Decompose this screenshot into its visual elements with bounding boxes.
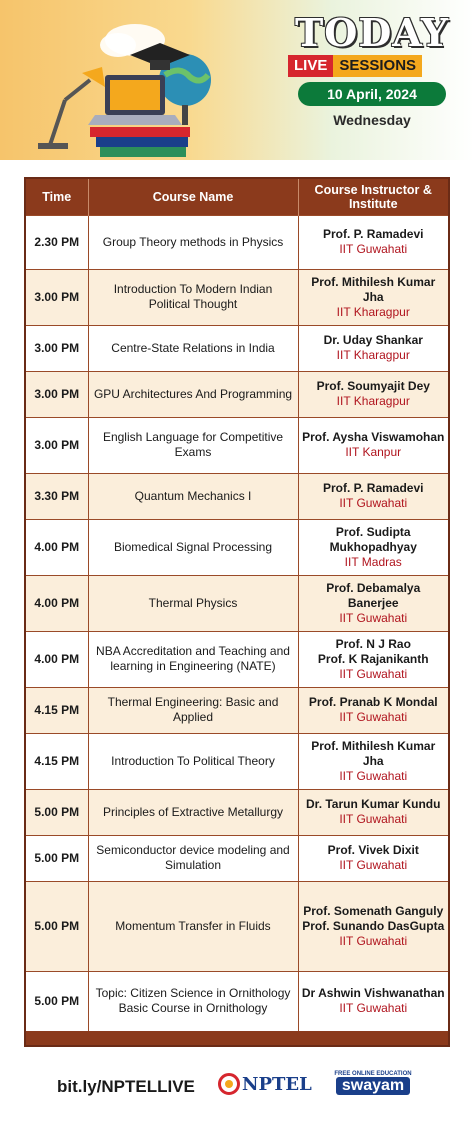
course-name (88, 789, 298, 835)
institute-name: IIT Guwahati (339, 933, 408, 948)
nptel-logo (218, 1073, 312, 1095)
instructor-cell (298, 687, 448, 733)
institute-name: IIT Guwahati (339, 1001, 408, 1016)
course-name (88, 269, 298, 325)
course-name (88, 971, 298, 1031)
institute-name: IIT Madras (344, 554, 402, 569)
session-time: 4.15 PM (26, 687, 88, 733)
institute-name: IIT Guwahati (339, 710, 408, 724)
institute-name: IIT Kharagpur (336, 394, 410, 408)
session-time: 4.00 PM (26, 575, 88, 631)
instructor-name: Prof. Vivek Dixit (327, 843, 419, 857)
session-time: 2.30 PM (26, 215, 88, 269)
course-name-text: NBA Accreditation and Teaching and learning in Engineering (NATE) (96, 644, 290, 673)
footer (0, 1063, 474, 1121)
instructor-name: Prof. P. Ramadevi (323, 227, 424, 241)
swayam-tagline: FREE ONLINE EDUCATION (334, 1071, 412, 1077)
swayam-logo-text: swayam (336, 1077, 410, 1095)
instructor-name: Dr Ashwin Vishwanathan (301, 986, 445, 1001)
instructor-name: Dr. Uday Shankar (323, 333, 423, 347)
course-name-text: Semiconductor device modeling and Simulation (96, 843, 290, 872)
course-name (88, 417, 298, 473)
institute-name: IIT Guwahati (339, 858, 408, 872)
instructor-name: Prof. N J Rao Prof. K Rajanikanth (317, 636, 429, 666)
course-name-text: English Language for Competitive Exams (102, 430, 284, 459)
instructor-cell (298, 215, 448, 269)
instructor-cell (298, 733, 448, 789)
institute-name: IIT Guwahati (339, 666, 408, 681)
institute-name: IIT Guwahati (339, 768, 408, 783)
session-time: 4.15 PM (26, 733, 88, 789)
course-name (88, 881, 298, 971)
table-row (26, 473, 448, 519)
table-row (26, 269, 448, 325)
live-sessions-label (288, 55, 422, 77)
instructor-name: Prof. Aysha Viswamohan (302, 430, 445, 444)
course-name-text: Quantum Mechanics I (134, 488, 252, 503)
institute-name: IIT Guwahati (339, 242, 408, 256)
table-row (26, 881, 448, 971)
session-time: 5.00 PM (26, 835, 88, 881)
course-name-text: Topic: Citizen Science in Ornithology Basic Course in Ornithology (95, 986, 291, 1016)
live-label: LIVE (288, 55, 333, 77)
instructor-name: Prof. Sudipta Mukhopadhyay (329, 524, 417, 554)
session-time: 3.00 PM (26, 325, 88, 371)
nptel-mark-icon (218, 1073, 240, 1095)
instructor-cell (298, 575, 448, 631)
course-name-text: Group Theory methods in Physics (102, 234, 284, 249)
education-illustration (10, 5, 250, 160)
session-time: 3.00 PM (26, 269, 88, 325)
table-row (26, 325, 448, 371)
instructor-cell (298, 789, 448, 835)
table-header-row (26, 179, 448, 215)
table-row (26, 215, 448, 269)
instructor-name: Prof. Pranab K Mondal (308, 695, 438, 709)
course-name-text: Principles of Extractive Metallurgy (102, 804, 284, 819)
sessions-label: SESSIONS (333, 55, 422, 77)
table-row (26, 519, 448, 575)
instructor-cell (298, 473, 448, 519)
course-name-text: Biomedical Signal Processing (113, 539, 273, 554)
course-name-text: Momentum Transfer in Fluids (115, 918, 271, 933)
course-name (88, 215, 298, 269)
course-name (88, 371, 298, 417)
institute-name: IIT Kanpur (345, 445, 402, 459)
session-time: 5.00 PM (26, 971, 88, 1031)
nptel-logo-text: NPTEL (242, 1073, 312, 1095)
table-row (26, 687, 448, 733)
institute-name: IIT Kharagpur (336, 304, 410, 319)
table-row (26, 835, 448, 881)
course-name-text: Introduction To Political Theory (111, 753, 275, 768)
session-time: 4.00 PM (26, 631, 88, 687)
course-name (88, 631, 298, 687)
instructor-name: Prof. Mithilesh Kumar Jha (311, 274, 436, 304)
course-name (88, 575, 298, 631)
institute-name: IIT Guwahati (339, 496, 408, 510)
course-name-text: Introduction To Modern Indian Political Thought (113, 282, 273, 311)
course-name (88, 519, 298, 575)
session-time: 3.00 PM (26, 417, 88, 473)
instructor-cell (298, 325, 448, 371)
session-day: Wednesday (333, 112, 411, 128)
banner-title: TODAY (294, 10, 450, 55)
instructor-cell (298, 971, 448, 1031)
table-footer-bar (26, 1031, 448, 1045)
course-name (88, 325, 298, 371)
instructor-name: Prof. P. Ramadevi (323, 481, 424, 495)
instructor-name: Prof. Mithilesh Kumar Jha (311, 738, 436, 768)
instructor-name: Dr. Tarun Kumar Kundu (306, 797, 441, 811)
instructor-cell (298, 269, 448, 325)
session-time: 4.00 PM (26, 519, 88, 575)
course-name-text: Centre-State Relations in India (111, 340, 275, 355)
table-row (26, 575, 448, 631)
session-time: 5.00 PM (26, 881, 88, 971)
instructor-cell (298, 417, 448, 473)
header-time: Time (26, 179, 88, 215)
course-name (88, 473, 298, 519)
books-icon (90, 127, 190, 157)
session-time: 3.00 PM (26, 371, 88, 417)
instructor-cell (298, 371, 448, 417)
table-row (26, 971, 448, 1031)
table-row (26, 631, 448, 687)
institute-name: IIT Kharagpur (336, 348, 410, 362)
instructor-name: Prof. Debamalya Banerjee (326, 580, 421, 610)
course-name (88, 835, 298, 881)
instructor-cell (298, 631, 448, 687)
swayam-logo (332, 1071, 414, 1107)
course-name-text: Thermal Engineering: Basic and Applied (107, 695, 279, 724)
table-row (26, 789, 448, 835)
header-banner (0, 0, 474, 160)
institute-name: IIT Guwahati (339, 610, 408, 625)
table-row (26, 733, 448, 789)
session-time: 5.00 PM (26, 789, 88, 835)
instructor-cell (298, 881, 448, 971)
course-name (88, 687, 298, 733)
institute-name: IIT Guwahati (339, 812, 408, 826)
course-name-text: Thermal Physics (148, 595, 238, 610)
instructor-cell (298, 835, 448, 881)
table-row (26, 371, 448, 417)
nptel-live-link[interactable]: bit.ly/NPTELLIVE (57, 1077, 195, 1096)
table-row (26, 417, 448, 473)
instructor-name: Prof. Somenath Ganguly Prof. Sunando DasGupta (302, 903, 445, 933)
instructor-cell (298, 519, 448, 575)
course-name-text: GPU Architectures And Programming (93, 386, 293, 401)
schedule-table (24, 177, 450, 1047)
session-date: 10 April, 2024 (298, 82, 446, 106)
session-time: 3.30 PM (26, 473, 88, 519)
course-name (88, 733, 298, 789)
header-instructor: Course Instructor & Institute (298, 179, 448, 215)
header-course-name: Course Name (88, 179, 298, 215)
instructor-name: Prof. Soumyajit Dey (316, 379, 430, 393)
